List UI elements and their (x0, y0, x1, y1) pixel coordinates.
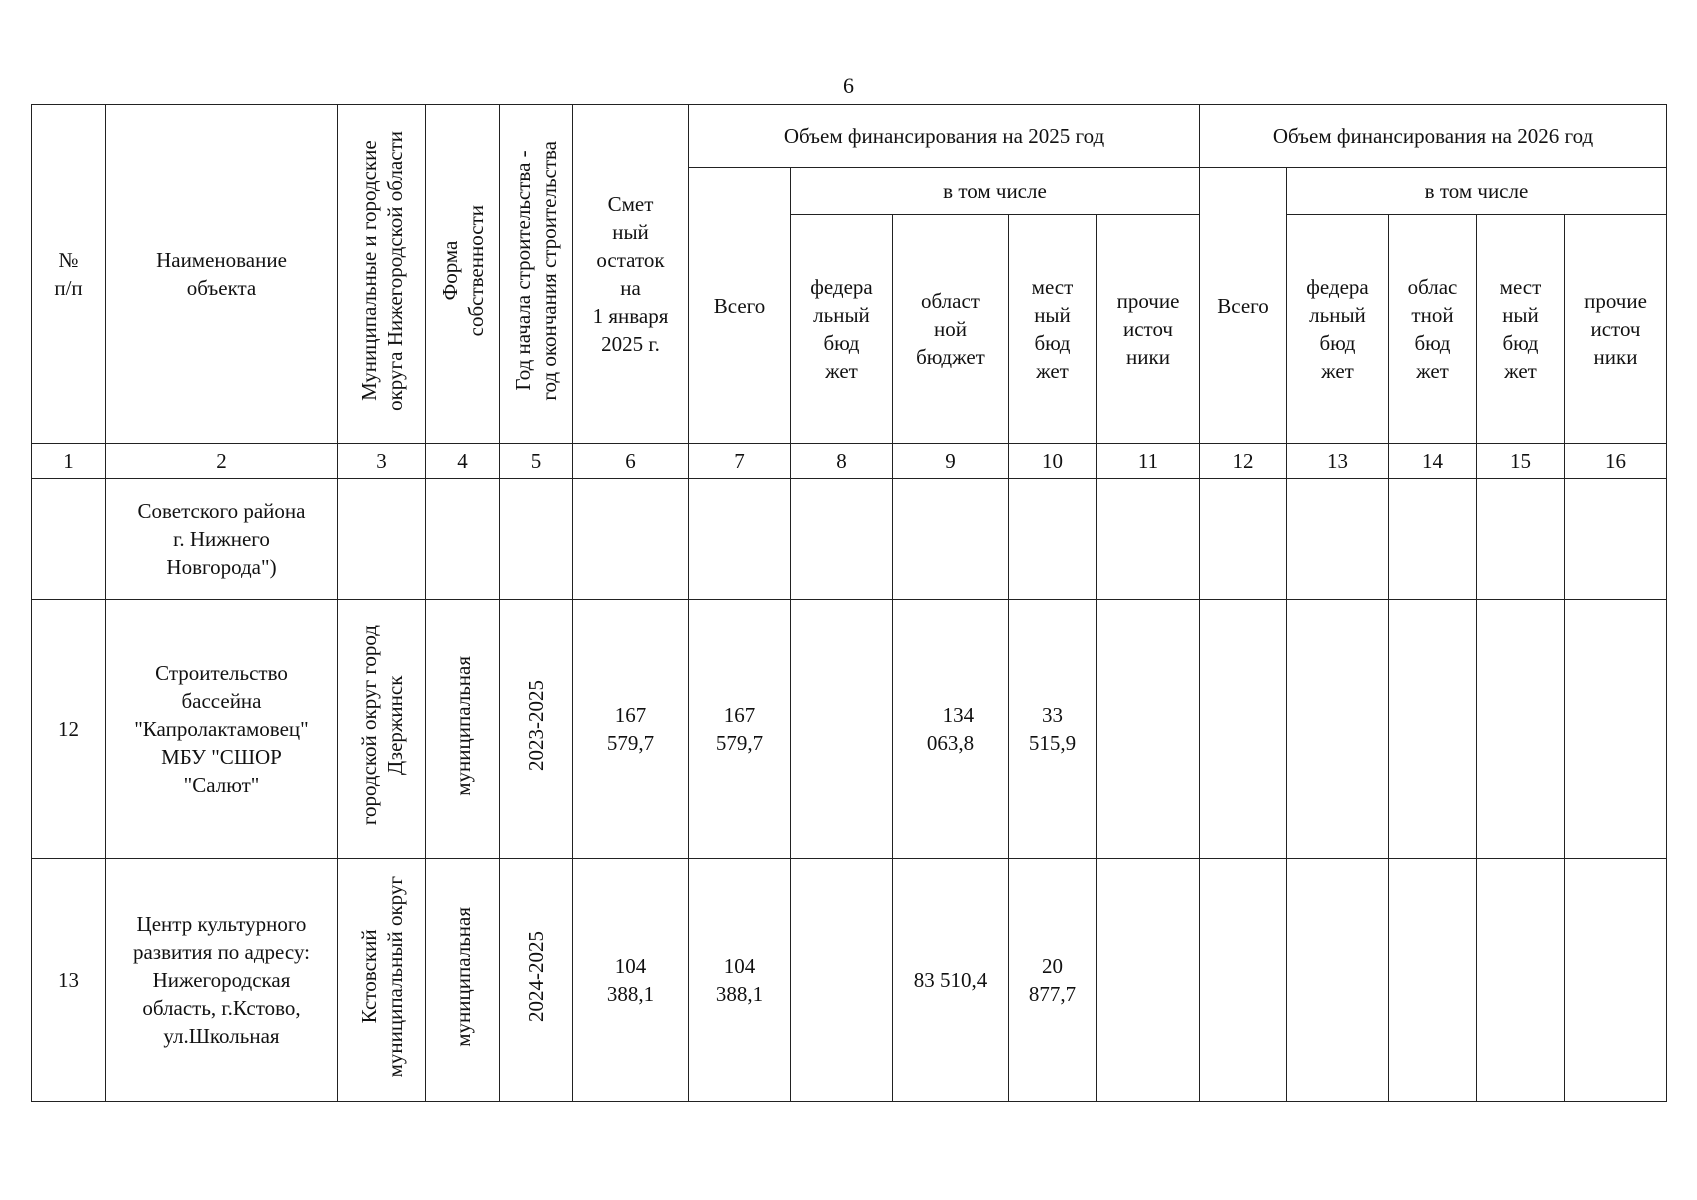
header-years: Год начала строительства - год окончания строительства (500, 105, 573, 444)
table-row (32, 859, 1667, 1102)
row-fed-2026 (1287, 600, 1389, 859)
row-fed-2026 (1287, 859, 1389, 1102)
header-municipality: Муниципальные и городские округа Нижегородской области (338, 105, 426, 444)
financing-table (31, 104, 1667, 1102)
column-number: 4 (426, 444, 500, 479)
row-municipality (338, 479, 426, 600)
table-row (32, 600, 1667, 859)
header-loc-2025: мест ный бюд жет (1009, 215, 1097, 444)
column-number: 5 (500, 444, 573, 479)
column-number: 15 (1477, 444, 1565, 479)
table-row (32, 479, 1667, 600)
row-reg-2026 (1389, 479, 1477, 600)
row-ownership (426, 479, 500, 600)
row-years (500, 479, 573, 600)
row-loc-2025 (1009, 479, 1097, 600)
row-estimate (573, 479, 689, 600)
row-oth-2026 (1565, 479, 1667, 600)
row-oth-2026 (1565, 600, 1667, 859)
column-number: 14 (1389, 444, 1477, 479)
row-total-2026 (1200, 600, 1287, 859)
row-total-2025: 167 579,7 (689, 600, 791, 859)
row-fed-2025 (791, 600, 893, 859)
row-name: Советского района г. Нижнего Новгорода") (106, 479, 338, 600)
header-fed-2025: федера льный бюд жет (791, 215, 893, 444)
column-number: 11 (1097, 444, 1200, 479)
header-group-2025: Объем финансирования на 2025 год (689, 105, 1200, 168)
header-oth-2025: прочие источ ники (1097, 215, 1200, 444)
row-total-2026 (1200, 859, 1287, 1102)
column-number: 2 (106, 444, 338, 479)
column-number: 9 (893, 444, 1009, 479)
row-ownership: муниципальная (426, 600, 500, 859)
header-name: Наименование объекта (106, 105, 338, 444)
row-oth-2025 (1097, 859, 1200, 1102)
page-number: 6 (843, 73, 854, 98)
header-incl-2026: в том числе (1287, 168, 1667, 215)
header-fed-2026: федера льный бюд жет (1287, 215, 1389, 444)
header-reg-2025: област ной бюджет (893, 215, 1009, 444)
column-number: 3 (338, 444, 426, 479)
header-ownership: Форма собственности (426, 105, 500, 444)
row-reg-2026 (1389, 859, 1477, 1102)
row-oth-2025 (1097, 479, 1200, 600)
header-estimate: Смет ный остаток на 1 января 2025 г. (573, 105, 689, 444)
row-total-2026 (1200, 479, 1287, 600)
column-number: 7 (689, 444, 791, 479)
row-oth-2025 (1097, 600, 1200, 859)
row-name: Строительство бассейна "Капролактамовец" МБУ "СШОР "Салют" (106, 600, 338, 859)
header-n: № п/п (32, 105, 106, 444)
header-oth-2026: прочие источ ники (1565, 215, 1667, 444)
row-estimate: 167 579,7 (573, 600, 689, 859)
header-loc-2026: мест ный бюд жет (1477, 215, 1565, 444)
row-fed-2025 (791, 859, 893, 1102)
row-fed-2025 (791, 479, 893, 600)
row-reg-2025: 83 510,4 (893, 859, 1009, 1102)
column-number-row (32, 444, 1667, 479)
header-row-top (32, 105, 1667, 168)
header-total-2025: Всего (689, 168, 791, 444)
row-total-2025 (689, 479, 791, 600)
column-number: 16 (1565, 444, 1667, 479)
row-loc-2025: 33 515,9 (1009, 600, 1097, 859)
header-incl-2025: в том числе (791, 168, 1200, 215)
row-years: 2024-2025 (500, 859, 573, 1102)
column-number: 10 (1009, 444, 1097, 479)
row-loc-2026 (1477, 859, 1565, 1102)
header-group-2026: Объем финансирования на 2026 год (1200, 105, 1667, 168)
row-oth-2026 (1565, 859, 1667, 1102)
row-loc-2026 (1477, 600, 1565, 859)
column-number: 12 (1200, 444, 1287, 479)
row-fed-2026 (1287, 479, 1389, 600)
row-ownership: муниципальная (426, 859, 500, 1102)
row-n: 13 (32, 859, 106, 1102)
header-reg-2026: облас тной бюд жет (1389, 215, 1477, 444)
row-loc-2026 (1477, 479, 1565, 600)
row-name: Центр культурного развития по адресу: Нижегородская область, г.Кстово, ул.Школьная (106, 859, 338, 1102)
column-number: 13 (1287, 444, 1389, 479)
column-number: 1 (32, 444, 106, 479)
row-years: 2023-2025 (500, 600, 573, 859)
row-n: 12 (32, 600, 106, 859)
row-total-2025: 104 388,1 (689, 859, 791, 1102)
header-total-2026: Всего (1200, 168, 1287, 444)
row-municipality: Кстовский муниципальный округ (338, 859, 426, 1102)
row-loc-2025: 20 877,7 (1009, 859, 1097, 1102)
row-reg-2025 (893, 479, 1009, 600)
row-municipality: городской округ город Дзержинск (338, 600, 426, 859)
row-reg-2026 (1389, 600, 1477, 859)
column-number: 6 (573, 444, 689, 479)
row-n (32, 479, 106, 600)
row-reg-2025: 134 063,8 (893, 600, 1009, 859)
row-estimate: 104 388,1 (573, 859, 689, 1102)
column-number: 8 (791, 444, 893, 479)
